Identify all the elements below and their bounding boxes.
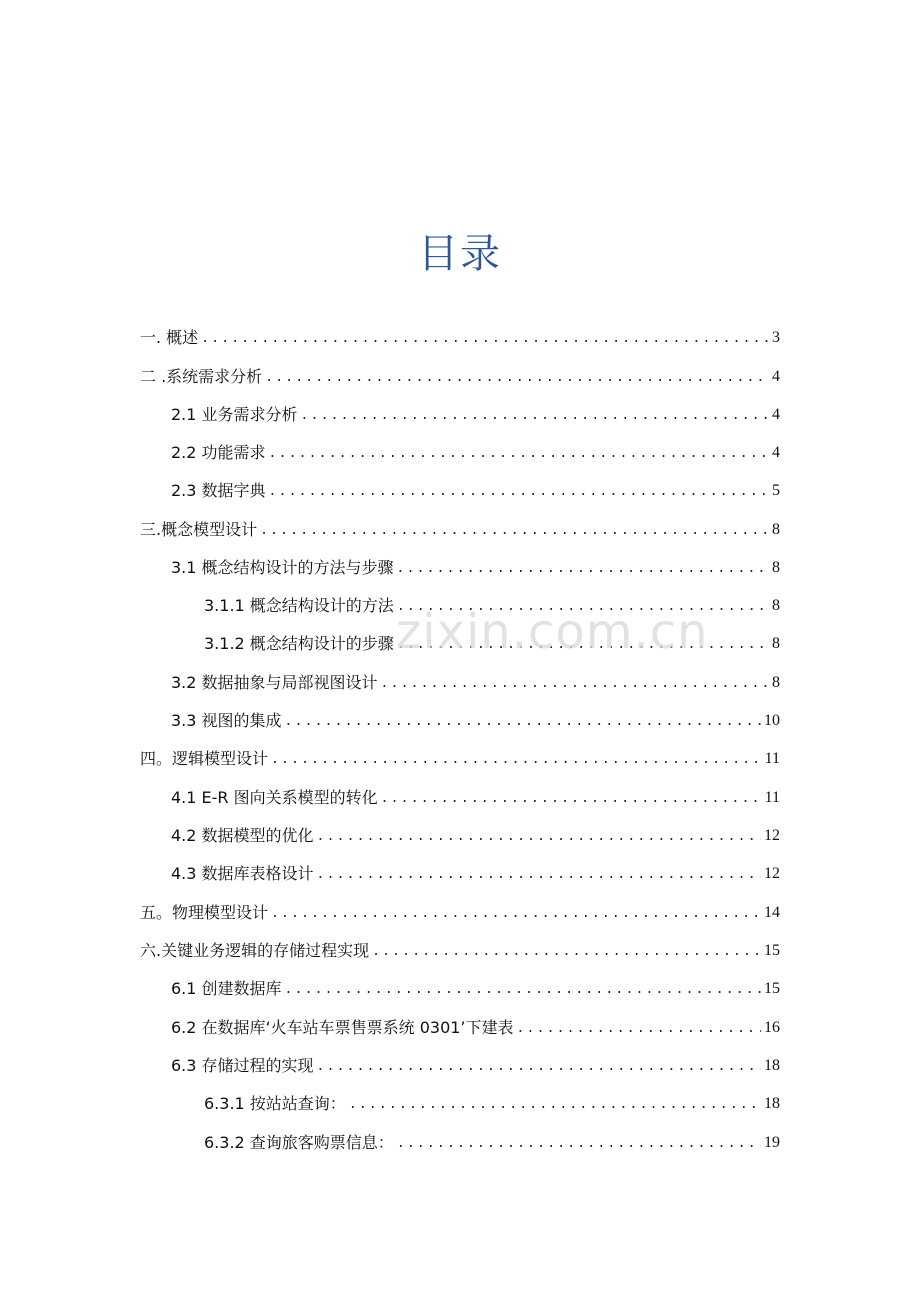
toc-entry[interactable] [171,476,780,502]
toc-entry-page: 4 [772,368,780,385]
toc-entry-label: 2.1 业务需求分析 [171,405,298,424]
dot-leader [317,865,761,885]
toc-entry[interactable] [171,400,780,426]
toc-entry-label: 4.2 数据模型的优化 [171,826,314,845]
toc-entry[interactable] [171,1051,780,1077]
toc-entry-page: 16 [764,1019,780,1036]
toc-entry-label: 2.2 功能需求 [171,443,266,462]
toc-entry[interactable] [171,668,780,694]
toc-entry-page: 12 [764,865,780,882]
toc-entry[interactable] [140,323,780,349]
dot-leader [349,1095,761,1115]
toc-entry[interactable] [171,783,780,809]
toc-entry-page: 10 [764,712,780,729]
toc-entry-label: 一. 概述 [140,328,199,347]
toc-entry-page: 8 [772,674,780,691]
toc-entry[interactable] [140,898,780,924]
toc-entry-page: 19 [764,1134,780,1151]
dot-leader [285,712,761,732]
dot-leader [397,559,769,579]
toc-entry[interactable] [171,438,780,464]
toc-entry-page: 14 [764,904,780,921]
toc-entry[interactable] [140,515,780,541]
toc-entry-page: 11 [764,750,780,767]
watermark: zixin.com.cn [396,604,709,660]
dot-leader [397,1134,761,1154]
dot-leader [301,406,769,426]
dot-leader [269,444,769,464]
toc-entry[interactable] [140,362,780,388]
toc-entry-label: 3.1 概念结构设计的方法与步骤 [171,558,394,577]
toc-entry-page: 18 [764,1095,780,1112]
toc-entry[interactable] [171,706,780,732]
toc-entry-page: 4 [772,444,780,461]
dot-leader [397,635,769,655]
toc-entry-page: 3 [772,329,780,346]
toc-entry[interactable] [171,821,780,847]
toc-entry[interactable] [204,629,780,655]
dot-leader [517,1019,761,1039]
toc-entry-page: 8 [772,559,780,576]
toc-entry[interactable] [171,1013,780,1039]
toc-entry[interactable] [171,859,780,885]
toc-entry-label: 6.1 创建数据库 [171,979,282,998]
toc-entry-page: 12 [764,827,780,844]
toc-entry[interactable] [171,974,780,1000]
toc-entry-label: 6.3.2 查询旅客购票信息： [204,1133,394,1152]
toc-entry-page: 8 [772,597,780,614]
toc-entry-page: 5 [772,482,780,499]
toc-entry-label: 二 .系统需求分析 [140,367,263,386]
toc-entry-label: 2.3 数据字典 [171,481,266,500]
toc-entry-label: 6.3 存储过程的实现 [171,1056,314,1075]
dot-leader [317,1057,761,1077]
dot-leader [381,789,762,809]
dot-leader [317,827,761,847]
dot-leader [271,750,762,770]
toc-entry-label: 3.3 视图的集成 [171,711,282,730]
toc-entry-page: 15 [764,980,780,997]
toc-entry-label: 3.1.1 概念结构设计的方法 [204,596,394,615]
toc-entry-label: 6.2 在数据库‘火车站车票售票系统 0301’下建表 [171,1018,514,1037]
toc-entry-label: 四。逻辑模型设计 [140,749,269,768]
toc-entry[interactable] [171,553,780,579]
toc-entry-page: 11 [764,789,780,806]
toc-entry-label: 六.关键业务逻辑的存储过程实现 [140,941,370,960]
dot-leader [265,368,769,388]
toc-entry[interactable] [204,1089,780,1115]
page-title: 目录 [418,231,502,277]
toc-entry[interactable] [140,744,780,770]
toc-entry-page: 15 [764,942,780,959]
toc-entry[interactable] [140,936,780,962]
toc-entry-label: 3.2 数据抽象与局部视图设计 [171,673,378,692]
toc-entry-label: 五。物理模型设计 [140,903,269,922]
toc-entry-label: 三.概念模型设计 [140,520,258,539]
toc-entry-page: 8 [772,521,780,538]
toc-entry-page: 8 [772,635,780,652]
dot-leader [397,597,769,617]
toc-entry[interactable] [204,1128,780,1154]
toc-entry[interactable] [204,591,780,617]
dot-leader [201,329,769,349]
toc-entry-label: 4.3 数据库表格设计 [171,864,314,883]
toc-entry-label: 3.1.2 概念结构设计的步骤 [204,634,394,653]
dot-leader [269,482,769,502]
dot-leader [381,674,769,694]
dot-leader [260,521,769,541]
toc-entry-page: 4 [772,406,780,423]
dot-leader [285,980,761,1000]
dot-leader [372,942,761,962]
dot-leader [271,904,761,924]
toc-entry-page: 18 [764,1057,780,1074]
toc-entry-label: 4.1 E-R 图向关系模型的转化 [171,788,378,807]
toc-entry-label: 6.3.1 按站站查询： [204,1094,346,1113]
